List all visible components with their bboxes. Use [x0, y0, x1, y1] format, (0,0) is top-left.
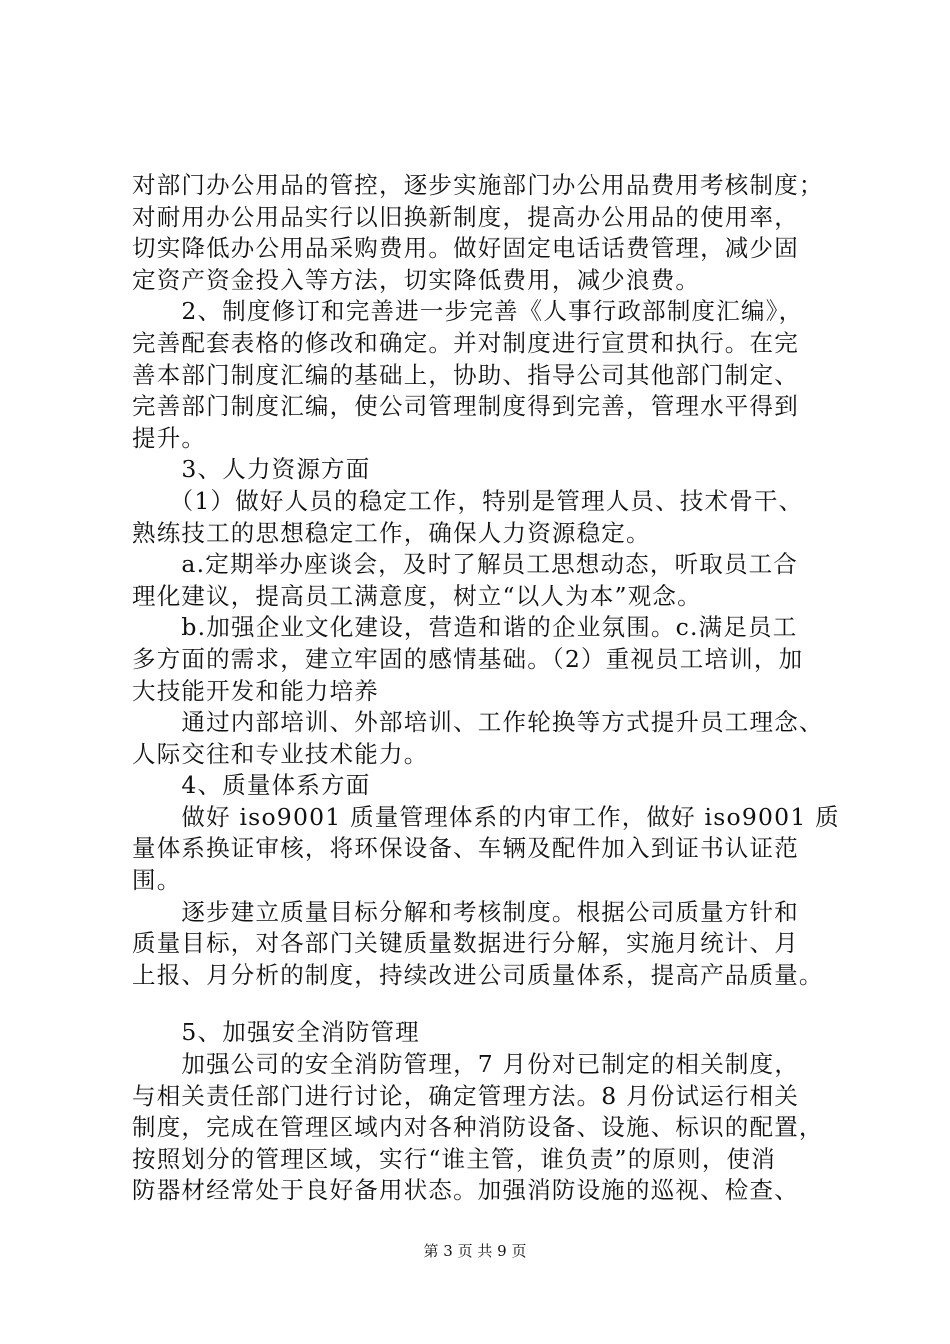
text-line: 人际交往和专业技术能力。 [132, 739, 429, 768]
text-line: 善本部门制度汇编的基础上，协助、指导公司其他部门制定、 [132, 360, 799, 389]
text-line: 按照划分的管理区域，实行“谁主管，谁负责”的原则，使消 [132, 1144, 776, 1173]
text-line: 制度，完成在管理区域内对各种消防设备、设施、标识的配置， [132, 1113, 824, 1142]
text-line: 多方面的需求，建立牢固的感情基础。（2）重视员工培训，加 [132, 644, 804, 673]
text-line: 防器材经常处于良好备用状态。加强消防设施的巡视、检查、 [132, 1176, 799, 1205]
page-number-footer: 第 3 页 共 9 页 [423, 1242, 527, 1260]
text-line: b.加强企业文化建设，营造和谐的企业氛围。c.满足员工 [132, 613, 798, 642]
section-heading: 5、加强安全消防管理 [132, 1018, 420, 1047]
text-line: 加强公司的安全消防管理，7 月份对已制定的相关制度， [132, 1050, 800, 1079]
text-line: 大技能开发和能力培养 [132, 676, 379, 705]
paragraph-gap [132, 991, 832, 1017]
text-line: 定资产资金投入等方法，切实降低费用，减少浪费。 [132, 265, 701, 294]
text-line: 围。 [132, 866, 182, 895]
document-body [132, 170, 840, 1207]
text-line: 对耐用办公用品实行以旧换新制度，提高办公用品的使用率， [132, 202, 799, 231]
text-line: 完善部门制度汇编，使公司管理制度得到完善，管理水平得到 [132, 392, 799, 421]
text-line: 提升。 [132, 423, 207, 452]
text-line: 对部门办公用品的管控，逐步实施部门办公用品费用考核制度； [132, 171, 824, 199]
section-heading: 4、质量体系方面 [132, 771, 371, 800]
section-heading: 3、人力资源方面 [132, 455, 371, 484]
text-line: 上报、月分析的制度，持续改进公司质量体系，提高产品质量。 [132, 960, 824, 989]
text-line: 通过内部培训、外部培训、工作轮换等方式提升员工理念、 [132, 708, 824, 737]
text-line: 熟练技工的思想稳定工作，确保人力资源稳定。 [132, 518, 651, 547]
text-line: 完善配套表格的修改和确定。并对制度进行宣贯和执行。在完 [132, 328, 799, 357]
text-line: 与相关责任部门进行讨论，确定管理方法。8 月份试运行相关 [132, 1081, 800, 1110]
text-line: 逐步建立质量目标分解和考核制度。根据公司质量方针和 [132, 897, 799, 926]
text-line: （1）做好人员的稳定工作，特别是管理人员、技术骨干、 [132, 486, 804, 515]
text-line: 2、制度修订和完善进一步完善《人事行政部制度汇编》， [132, 297, 804, 326]
text-line: 做好 iso9001 质量管理体系的内审工作，做好 iso9001 质 [132, 802, 840, 831]
text-line: a.定期举办座谈会，及时了解员工思想动态，听取员工合 [132, 550, 799, 579]
text-line: 量体系换证审核，将环保设备、车辆及配件加入到证书认证范 [132, 834, 799, 863]
text-line: 切实降低办公用品采购费用。做好固定电话话费管理，减少固 [132, 234, 799, 263]
text-line: 理化建议，提高员工满意度，树立“以人为本”观念。 [132, 581, 702, 610]
text-line: 质量目标，对各部门关键质量数据进行分解，实施月统计、月 [132, 929, 799, 958]
